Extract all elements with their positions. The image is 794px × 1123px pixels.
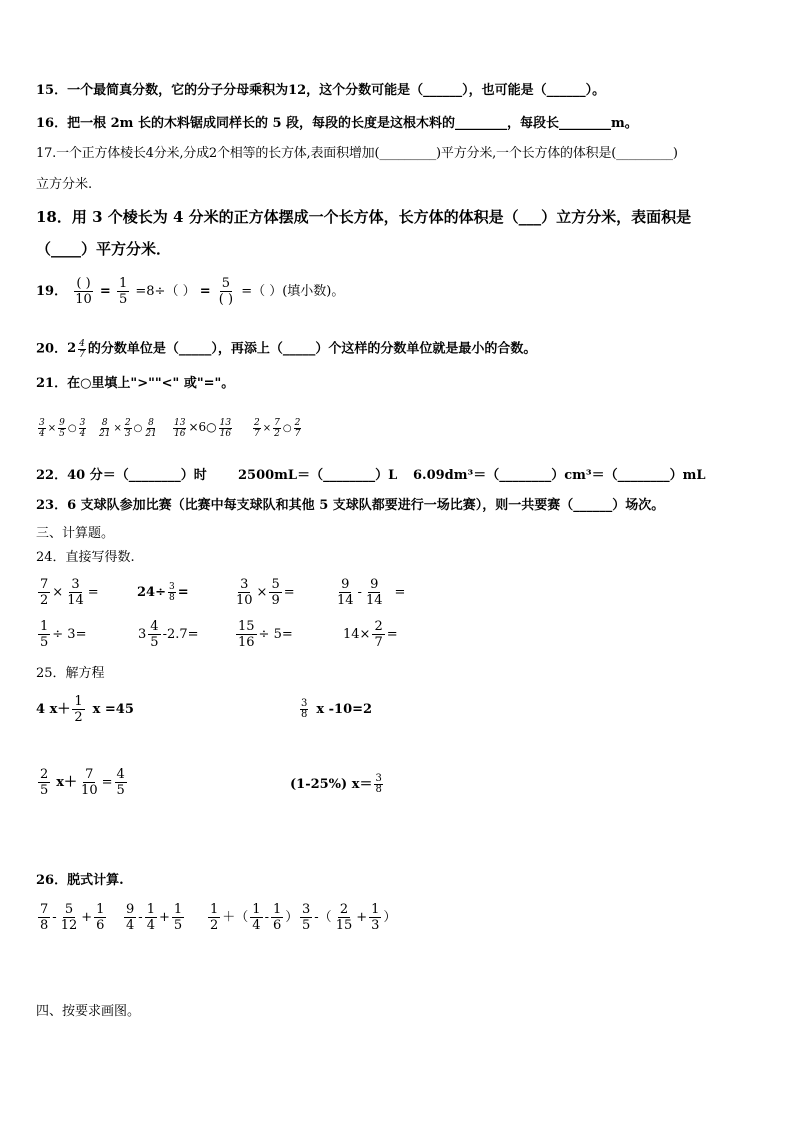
division-blank: =8÷（ ） [135, 284, 196, 299]
question-16 [36, 115, 638, 133]
decimal-blank: =（ ）(填小数)。 [241, 284, 345, 299]
question-23 [36, 497, 664, 515]
calc-24-6: 3 $\frac{4}{5}$ -2.7= [138, 619, 199, 650]
question-15 [36, 82, 605, 100]
question-16-text: 16．把一根 2m 长的木料锯成同样长的 5 段，每段的长度是这根木料的________，每段长________m。 [36, 116, 638, 131]
question-23-text: 23．6 支球队参加比赛（比赛中每支球队和其他 5 支球队都要进行一场比赛），则一共要赛（______）场次。 [36, 498, 665, 513]
compare-expr-3: $\frac{13}{16}$ ×6○ $\frac{13}{16}$ [174, 418, 232, 439]
compare-circle[interactable]: ○ [133, 423, 143, 434]
calc-24-1: $\frac{7}{2}$ × $\frac{3}{14}$ = [40, 577, 99, 608]
compare-expr-1: $\frac{3}{4}$ × $\frac{9}{5}$ ○ $\frac{3}{4}$ [39, 418, 86, 439]
compare-expr-2: $\frac{8}{21}$ × $\frac{2}{3}$ ○ $\frac{8}{21}$ [99, 418, 157, 439]
question-18-line1: 18．用 3 个棱长为 4 分米的正方体摆成一个长方体，长方体的体积是（___）立方分米，表面积是 [36, 208, 692, 226]
calc-26-3: $\frac{1}{2}$ ＋（ $\frac{1}{4}$ - $\frac{1}{6}$ ） [210, 902, 299, 933]
question-21 [36, 375, 234, 393]
equation-25-3: $\frac{2}{5}$ x＋ $\frac{7}{10}$ = $\frac{4}{5}$ [40, 767, 125, 798]
compare-circle[interactable]: ○ [282, 423, 292, 434]
calc-24-5: $\frac{1}{5}$ ÷ 3= [40, 619, 87, 650]
section-3-title: 三、计算题。 [36, 526, 115, 541]
equation-25-4: (1-25%) x＝ $\frac{3}{8}$ [290, 773, 382, 795]
question-15-text: 15．一个最简真分数，它的分子分母乘积为12，这个分数可能是（______），也可能是（______）。 [36, 83, 606, 98]
equals-sign: = [99, 284, 111, 299]
calc-26-2: $\frac{9}{4}$ - $\frac{1}{4}$ + $\frac{1}{5}$ [126, 902, 183, 933]
question-21-text: 21．在○里填上">""<" 或"="。 [36, 376, 235, 391]
question-17 [36, 145, 678, 163]
question-18-line2: （____）平方分米． [36, 240, 172, 258]
question-19-number: 19． [36, 284, 68, 299]
question-18 [36, 208, 691, 226]
fraction: 5 ( ) [218, 276, 234, 307]
calc-24-2: 24÷ $\frac{3}{8}$ = [137, 582, 189, 603]
section-4-title: 四、按要求画图。 [36, 1004, 141, 1019]
question-20-number: 20． [36, 341, 68, 357]
question-26-title: 26．脱式计算. [36, 873, 124, 888]
question-24-title: 24．直接写得数. [36, 550, 135, 565]
calc-26-1: $\frac{7}{8}$ - $\frac{5}{12}$ + $\frac{1}{6}$ [40, 902, 105, 933]
calc-24-3: $\frac{3}{10}$ × $\frac{5}{9}$ = [236, 577, 295, 608]
fraction: ( ) 10 [75, 276, 92, 307]
compare-circle[interactable]: ○ [67, 423, 77, 434]
question-17-cont [36, 176, 92, 194]
calc-24-4: $\frac{9}{14}$ - $\frac{9}{14}$ = [337, 577, 406, 608]
question-25-title: 25．解方程 [36, 666, 105, 681]
question-20 [36, 334, 536, 365]
equals-sign: = [199, 284, 211, 299]
mixed-number: 2 4 7 [67, 338, 85, 360]
calc-24-7: $\frac{15}{16}$ ÷ 5= [238, 619, 293, 650]
question-22-part-c: 6.09dm³＝（________）cm³＝（________）mL [413, 468, 706, 483]
equation-25-2: $\frac{3}{8}$ x -10=2 [301, 698, 373, 720]
question-17-line1: 17.一个正方体棱长4分米,分成2个相等的长方体,表面积增加(_________)平方分米,一个长方体的体积是(_________) [36, 146, 678, 161]
question-20-text: 的分数单位是（_____），再添上（_____）个这样的分数单位就是最小的合数。 [87, 341, 537, 357]
question-22-part-a: 22．40 分＝（________）时 [36, 468, 207, 483]
question-18-cont [36, 240, 171, 258]
question-19 [36, 274, 344, 310]
compare-circle[interactable]: ×6○ [188, 420, 217, 434]
question-22-part-b: 2500mL＝（________）L [238, 468, 398, 483]
calc-24-8: 14× $\frac{2}{7}$ = [343, 619, 398, 650]
fraction: $\frac{1}{5}$ [118, 276, 128, 307]
calc-26-4: $\frac{3}{5}$ -（ $\frac{2}{15}$ + $\frac{1}{3}$ ） [302, 902, 397, 933]
question-17-line2: 立方分米. [36, 177, 93, 192]
equation-25-1: 4 x＋ $\frac{1}{2}$ x =45 [36, 694, 134, 725]
compare-expr-4: $\frac{2}{7}$ × $\frac{7}{2}$ ○ $\frac{2}{7}$ [254, 418, 301, 439]
